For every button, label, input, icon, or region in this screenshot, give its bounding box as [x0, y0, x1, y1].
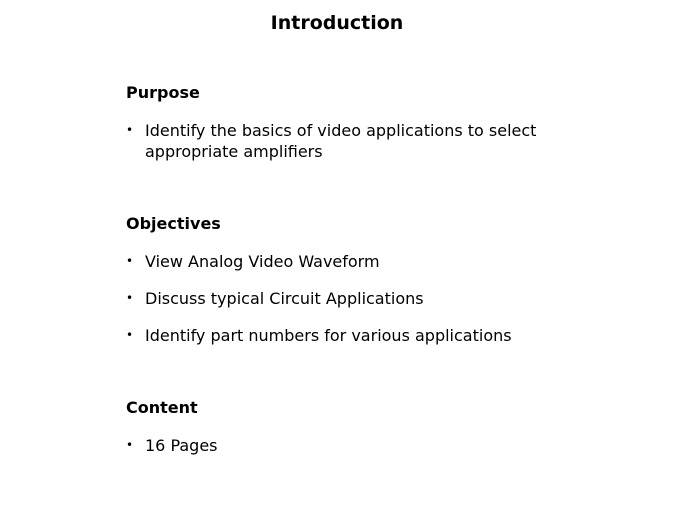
objectives-bullet-text: View Analog Video Waveform	[145, 252, 380, 271]
content-heading: Content	[126, 398, 198, 417]
bullet-icon: •	[126, 328, 134, 342]
content-bullet-item	[126, 435, 596, 456]
bullet-icon: •	[126, 123, 134, 137]
objectives-bullet-item	[126, 251, 596, 272]
purpose-heading: Purpose	[126, 83, 200, 102]
content-bullet-text: 16 Pages	[145, 436, 218, 455]
bullet-icon: •	[126, 254, 134, 268]
objectives-bullet-text: Discuss typical Circuit Applications	[145, 289, 424, 308]
bullet-icon: •	[126, 291, 134, 305]
purpose-bullet-item	[126, 120, 596, 162]
bullet-icon: •	[126, 438, 134, 452]
objectives-bullet-item	[126, 288, 596, 309]
objectives-heading: Objectives	[126, 214, 221, 233]
objectives-bullet-text: Identify part numbers for various applications	[145, 326, 512, 345]
purpose-bullet-text: Identify the basics of video applications to select appropriate amplifiers	[145, 121, 537, 161]
objectives-bullet-item	[126, 325, 596, 346]
slide-title: Introduction	[270, 12, 404, 34]
